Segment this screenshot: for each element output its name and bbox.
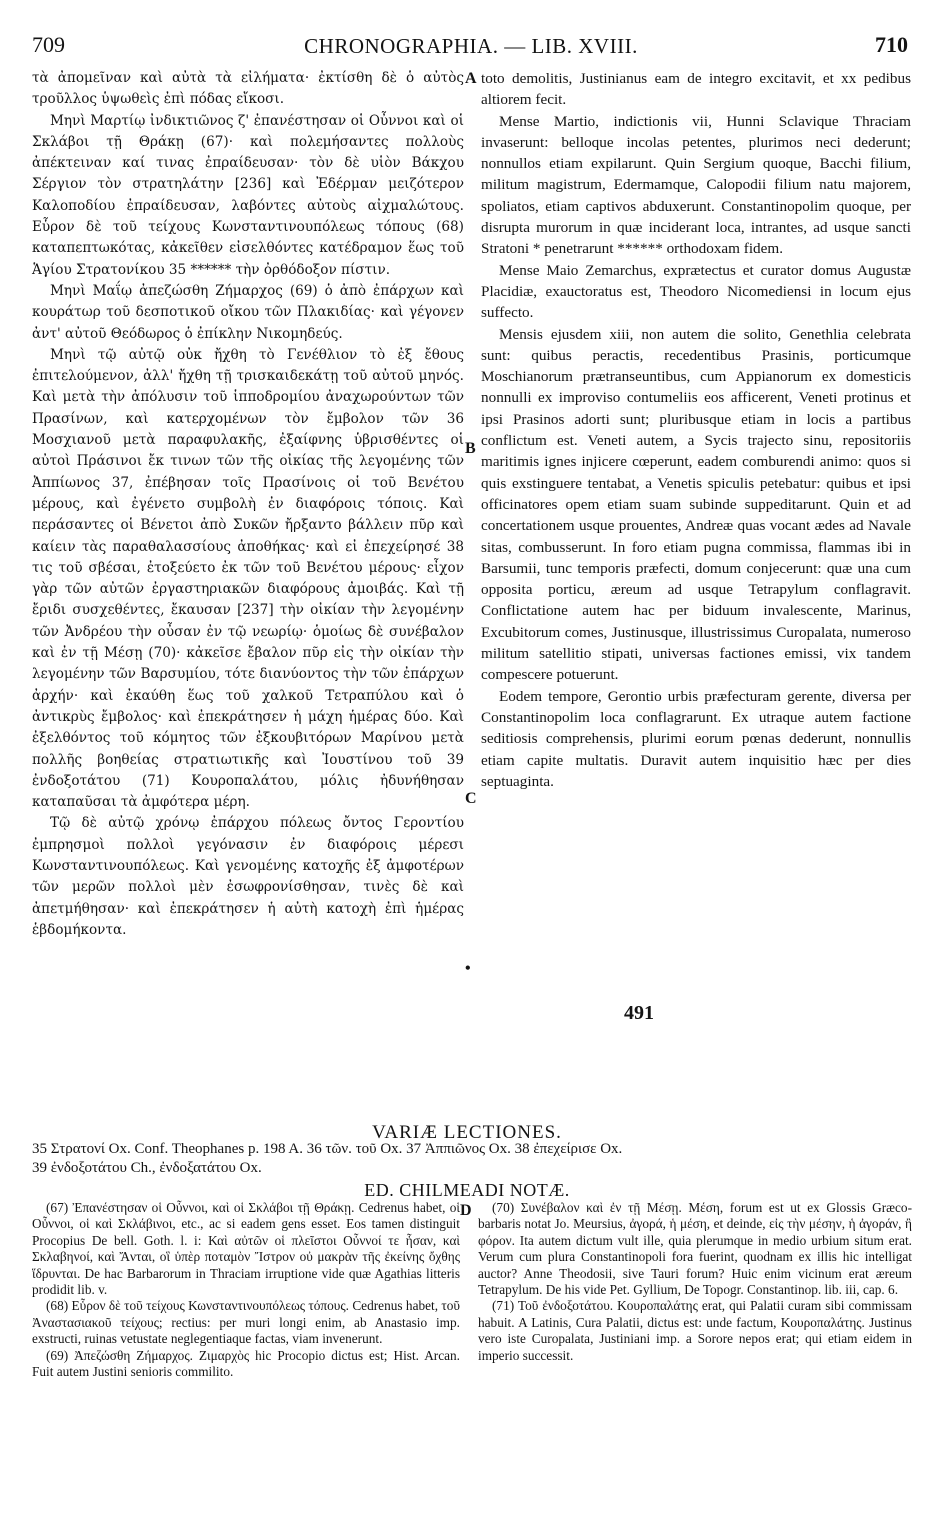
latin-paragraph: Mense Maio Zemarchus, exprætectus et curator domus Augustæ Placidiæ, exauctoratus est, Theodoro Nicomediensi in locum ejus suffecto. <box>481 261 911 322</box>
variant-line: 39 ἐνδοξοτάτου Ch., ἐνδοξατάτου Ox. <box>32 1160 262 1176</box>
latin-column <box>481 68 911 792</box>
running-head <box>30 32 912 62</box>
latin-paragraph: Mense Martio, indictionis vii, Hunni Sclavique Thraciam invaserunt: belloque incolas petentes, plurimos neci dederunt; nonnullos etiam expilarunt. Quin Sergium quoque, Bacchi filium, militum magistrum, Edermamque, Calopodii filium natu majorem, spoliatos, etiam captivos abduxerunt. Constantinopolim quoque, per disrupta murorum in quæ inciderant loca, intrantes, ad usque sancti Stratoni * penetrarunt ****** orthodoxam fidem. <box>481 112 911 258</box>
greek-paragraph: Μηνὶ τῷ αὐτῷ οὐκ ἤχθη τὸ Γενέθλιον τὸ ἐξ ἔθους ἐπιτελούμενον, ἀλλ' ἤχθη τῇ τρισκαιδεκάτῃ τοῦ αὐτοῦ μηνός. Καὶ μετὰ τὴν ἀπόλυσιν τοῦ ἱπποδρομίου ἀναχωρούντων τῶν Πρασίνων, καὶ κατερχομένων τὸν ἔμβολον τῶν 36 Μοσχιανοῦ μετὰ παραφυλακῆς, ἐξαίφνης ὑβρισθέντες οἱ αὐτοὶ Πράσινοι ἔκ τινων τῶν τῆς οἰκίας τῆς λεγομένης τῶν Ἀππίωνος 37, ἐπέβησαν τοῖς Πρασίνοις οἱ τοῦ Βενέτου μέρους, καὶ ἐγένετο συμβολὴ ἐν διαφόροις τόποις. Καὶ περάσαντες οἱ Βένετοι ἀπὸ Συκῶν ἤρξαντο βάλλειν πῦρ καὶ καίειν τὰς παραθαλασσίους ἀποθήκας· καὶ εἰ ἐπεχείρησέ 38 τις τοῦ σβέσαι, ἐτοξεύετο ἐκ τῶν τοῦ Βενέτου μέρους· εἶχον γὰρ τῶν αὐτῶν ἐργαστηριακῶν διαφόρους ἀμοιβάς. Καὶ τῇ ἔριδι συσχεθέντες, ἔκαυσαν [237] τὴν οἰκίαν τὴν λεγομένην τῶν Ἀνδρέου τὴν οὖσαν ἐν τῷ νεωρίῳ· ὁμοίως δὲ συνέβαλον καὶ ἐν τῇ Μέσῃ (70)· κἀκεῖσε ἔβαλον πῦρ εἰς τὴν οἰκίαν τὴν λεγομένην τῶν Βαρσυμίου, τότε διανύοντος τὴν τῶν ἐπάρχων ἀρχήν· καὶ ἐκαύθη ἕως τοῦ χαλκοῦ Τετραπύλου καὶ ὁ ἀντικρὺς ἔμβολος· καὶ ἐπεκράτησεν ἡ μάχη ἡμέρας δύο. Καὶ ἐξελθόντος τοῦ κόμητος τῶν ἐξκουβιτόρων Μαρίνου μετὰ πολλῆς βοηθείας στρατιωτικῆς καὶ Ἰουστίνου τοῦ 39 ἐνδοξοτάτου (71) Κουροπαλάτου, μόλις ἠδυνήθησαν καταπαῦσαι τὰ ἀμφότερα μέρη. <box>32 346 464 811</box>
margin-letter-b: B <box>465 440 476 457</box>
variae-lectiones <box>32 1140 912 1178</box>
margin-bullet: • <box>465 960 471 977</box>
greek-paragraph: Μηνὶ Μαρτίῳ ἰνδικτιῶνος ζ' ἐπανέστησαν οἱ Οὖννοι καὶ οἱ Σκλάβοι τῇ Θράκῃ (67)· καὶ πολεμήσαντες πολλοὺς ἀπέκτειναν καί τινας ἐπραίδευσαν· τὸν δὲ υἱὸν Βάκχου Σέργιον τὸν στρατηλάτην [236] καὶ Ἐδέρμαν μειζότερον Καλοποδίου ἐπραίδευσαν, λαβόντες αὐτοὺς αἰχμαλώτους. Εὗρον δὲ τοῦ τείχους Κωνσταντινουπόλεως τόπους (68) καταπεπτωκότας, κἀκεῖθεν εἰσελθόντες κατέδραμον ἕως τοῦ Ἁγίου Στρατονίκου 35 ****** τὴν ὀρθόδοξον πίστιν. <box>32 112 464 278</box>
greek-paragraph: Τῷ δὲ αὐτῷ χρόνῳ ἐπάρχου πόλεως ὄντος Γεροντίου ἐμπρησμοὶ πολλοὶ γεγόνασιν ἐν διαφόροις μέρεσι Κωνσταντινουπόλεως. Καὶ γενομένης κατοχῆς ἐξ ἀμφοτέρων τῶν μερῶν πολλοὶ μὲν ἐσωφρονίσθησαν, τινὲς δὲ καὶ ἀπετμήθησαν· καὶ ἐπεκράτησεν ἡ αὐτὴ κατοχὴ ἐπὶ ἡμέρας ἑβδομήκοντα. <box>32 815 464 938</box>
note-70: (70) Συνέβαλον καὶ ἐν τῇ Μέσῃ. Μέση, forum est ut ex Glossis Græco-barbaris notat Jo. Meursius, ἀγορά, ἡ μέση, et deinde, εἰς τὴν μέσην, ἡ ἀγοράν, ἢ φόρον. Ita autem dictum vult ille, quia plerumque in medio urbium situm erat. Verum cum plura Constantinopoli fora fuerint, quodnam ex illis hic intelligat auctor? Anne Theodosii, sive Tauri forum? Huic enim vicinum erat æreum Tetrapylum. De his vide Pet. Gyllium, De Topogr. Constantinop. lib. iii, cap. 6. <box>478 1200 912 1298</box>
margin-letter-d: D <box>460 1202 472 1219</box>
notes-heading: ED. CHILMEADI NOTÆ. <box>364 1180 570 1200</box>
latin-paragraph: Mensis ejusdem xiii, non autem die solito, Genethlia celebrata sunt: quibus peractis, recedentibus Prasinis, porticumque Moschianorum prætranseuntibus, cum Appianorum ex domesticis nonnulli ex improviso contumeliis eos afficerent, Veneti protinus et ipsi Prasinos adorti sunt; pluribusque etiam in locis a partibus conflictum est. Veneti autem, a Sycis trajecto sinu, repositoriis maritimis ignes injicere cœperunt, eadem comburendi animo: quos si quis exstinguere tentabat, a Venetis spiculis petebatur: quibus et ipsi officinatores opem etiam suam subinde suppeditarunt. Quin et ad concertationem usque prouentes, Andreæ quas vocant ædes ad Navale sitas, combusserunt. In foro etiam pugna commissa, flammas ibi in Barsumii, tunc temporis præfecti, domum conjecerunt: quæ una cum opposita porticu, æreum ad usque Tetrapylum conflagravit. Conflictatione autem hac per biduum invalescente, Marinus, Excubitorum comes, Justinusque, illustrissimus Curopalata, numeroso militum satellitio stipati, universas factiones emissi, vix tandem compescere potuerunt. <box>481 325 911 684</box>
variae-lectiones-heading: VARIÆ LECTIONES. <box>372 1122 562 1143</box>
page-number-right: 710 <box>875 32 908 57</box>
variant-line: 35 Στρατονί Ox. Conf. Theophanes p. 198 A. 36 τῶν. τοῦ Ox. 37 Ἀππιῶνος Ox. 38 ἐπεχείρισε Ox. <box>32 1141 623 1157</box>
notes-column-right <box>478 1200 912 1364</box>
greek-paragraph: Μηνὶ Μαΐῳ ἀπεζώσθη Ζήμαρχος (69) ὁ ἀπὸ ἐπάρχων καὶ κουράτωρ τοῦ δεσποτικοῦ οἴκου τῶν Πλακιδίας· καὶ γέγονεν ἀντ' αὐτοῦ Θεόδωρος ὁ ἐπίκλην Νικομηδεύς. <box>32 282 464 342</box>
note-71: (71) Τοῦ ἐνδοξοτάτου. Κουροπαλάτης erat, qui Palatii curam sibi commissam habuit. A Latinis, Cura Palatii, dictus est: unde factum, Κουροπαλάτης. Justinus vero iste Curopalata, Justiniani imp. a Sorore nepos erat; qui etiam eidem in imperio successit. <box>478 1298 912 1363</box>
note-67: (67) Ἐπανέστησαν οἱ Οὖννοι, καὶ οἱ Σκλάβοι τῇ Θράκῃ. Cedrenus habet, οἱ Οὖννοι, οἱ καὶ Σκλάβινοι, etc., ac si eadem gens esset. Eos tamen distinguit Procopius De bell. Goth. l. i: Καὶ αὐτῶν οἱ πλεῖστοι Οὖννοί τε ἦσαν, καὶ Σκλαβηνοί, καὶ Ἄνται, οἳ ὑπὲρ ποταμὸν Ἴστρον οὐ μακρὰν τῆς ἐκείνης ὄχθης ἵδρυνται. De hac Barbarorum in Thraciam irruptione vide quæ Agathias litteris prodidit lib. v. <box>32 1200 460 1298</box>
greek-column <box>32 68 464 941</box>
greek-paragraph: τὰ ἀπομεῖναν καὶ αὐτὰ τὰ εἰλήματα· ἐκτίσθη δὲ ὁ αὐτὸς τροῦλλος ὑψωθεὶς ἐπὶ πόδας εἴκοσι. <box>32 70 464 108</box>
latin-paragraph: toto demolitis, Justinianus eam de integro excitavit, et xx pedibus altiorem fecit. <box>481 70 911 109</box>
note-68: (68) Εὗρον δὲ τοῦ τείχους Κωνσταντινουπόλεως τόπους. Cedrenus habet, τοῦ Ἀναστασιακοῦ τείχους; rectius: per muri longi enim, ab Anastasio imp. exstructi, ruinas vetustate neglegentiaque factas, viam invenerunt. <box>32 1298 460 1347</box>
page-number-left: 709 <box>32 32 65 57</box>
note-69: (69) Ἀπεζώσθη Ζήμαρχος. Ζιμαρχὸς hic Procopio dictus est; Hist. Arcan. Fuit autem Justini senioris commilito. <box>32 1347 460 1380</box>
original-page-number: 491 <box>624 1002 654 1024</box>
notes-column-left <box>32 1200 460 1380</box>
running-title: CHRONOGRAPHIA. — LIB. XVIII. <box>304 34 638 58</box>
margin-letter-a: A <box>465 70 477 87</box>
margin-letter-c: C <box>465 790 477 807</box>
latin-paragraph: Eodem tempore, Gerontio urbis præfecturam gerente, diversa per Constantinopolim loca conflagrarunt. Ex utraque autem factione seditiosis comprehensis, plurimi eorum pœnas dederunt, nonnullis etiam capite multatis. Duravit autem inquisitio hæc per dies septuaginta. <box>481 687 911 790</box>
